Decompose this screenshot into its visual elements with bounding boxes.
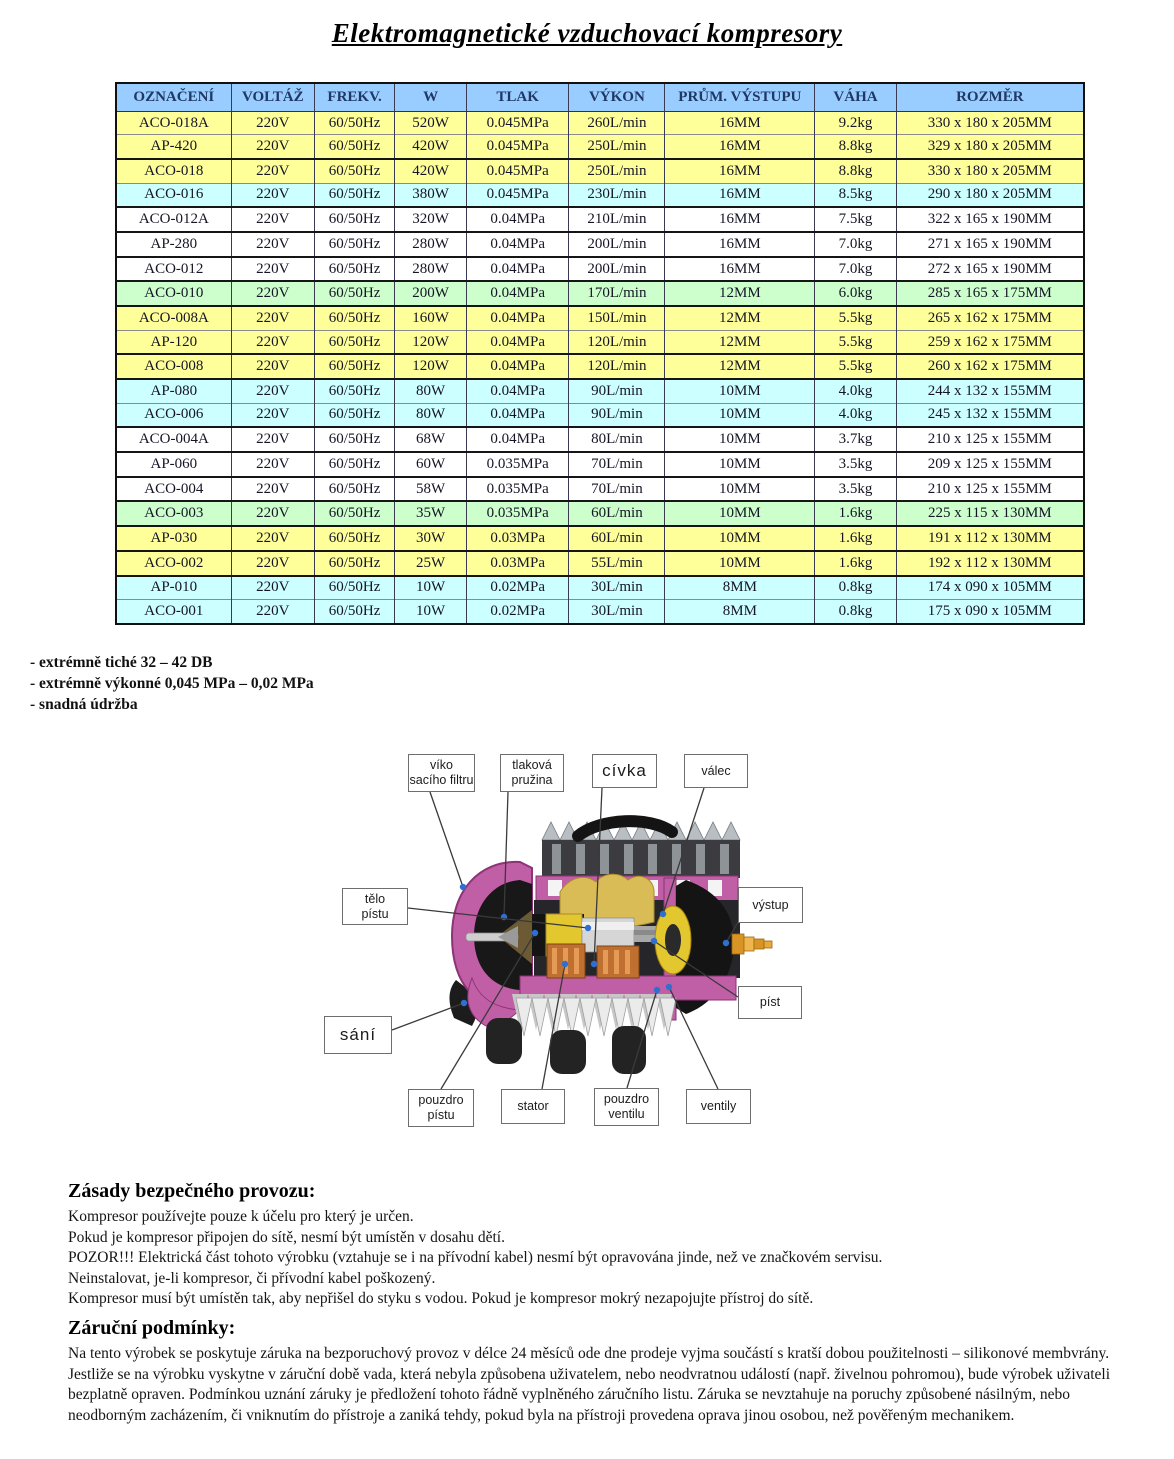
table-cell: 210 x 125 x 155MM — [896, 427, 1084, 452]
table-cell: 4.0kg — [815, 379, 896, 403]
table-cell: 0.04MPa — [466, 281, 569, 306]
table-cell: 70L/min — [569, 477, 665, 502]
table-header-row — [116, 83, 1084, 112]
table-row — [116, 427, 1084, 452]
callout-dot — [460, 884, 466, 890]
table-cell: 0.035MPa — [466, 501, 569, 526]
table-cell: 200W — [395, 281, 467, 306]
table-cell: 230L/min — [569, 183, 665, 207]
diagram-label-pouzdro-pistu — [408, 1089, 474, 1127]
table-cell: 60/50Hz — [314, 600, 394, 624]
table-cell: 290 x 180 x 205MM — [896, 183, 1084, 207]
label-text: pístu — [361, 906, 389, 921]
section-warranty — [68, 1317, 1143, 1426]
table-row — [116, 379, 1084, 403]
diagram-label-pouzdro-ventilu — [594, 1088, 659, 1126]
table-cell: 60/50Hz — [314, 281, 394, 306]
table-cell: ACO-010 — [116, 281, 231, 306]
table-cell: AP-420 — [116, 135, 231, 159]
label-text: píst — [759, 995, 781, 1010]
table-cell: 0.04MPa — [466, 354, 569, 379]
label-text: výstup — [752, 897, 789, 912]
table-cell: 1.6kg — [815, 501, 896, 526]
table-cell: 12MM — [665, 281, 815, 306]
table-cell: 209 x 125 x 155MM — [896, 452, 1084, 477]
table-cell: 10MM — [665, 379, 815, 403]
table-cell: 1.6kg — [815, 526, 896, 551]
section-heading: Záruční podmínky: — [68, 1317, 236, 1339]
table-cell: 220V — [231, 379, 314, 403]
table-cell: 220V — [231, 526, 314, 551]
diagram-label-stator — [501, 1089, 565, 1124]
table-cell: 60/50Hz — [314, 257, 394, 282]
section-heading: Zásady bezpečného provozu: — [68, 1180, 316, 1202]
table-cell: 160W — [395, 306, 467, 330]
table-cell: 10W — [395, 600, 467, 624]
column-header: W — [395, 83, 467, 112]
table-row — [116, 183, 1084, 207]
table-cell: 220V — [231, 281, 314, 306]
table-cell: 70L/min — [569, 452, 665, 477]
table-cell: 60/50Hz — [314, 232, 394, 257]
table-cell: 175 x 090 x 105MM — [896, 600, 1084, 624]
table-cell: 60/50Hz — [314, 306, 394, 330]
table-cell: 174 x 090 x 105MM — [896, 576, 1084, 600]
column-header: VÁHA — [815, 83, 896, 112]
table-cell: 0.8kg — [815, 576, 896, 600]
diagram-label-pist — [738, 986, 802, 1019]
callout-dot — [651, 938, 657, 944]
table-row — [116, 501, 1084, 526]
callout-dot — [532, 930, 538, 936]
table-cell: 16MM — [665, 183, 815, 207]
compressor-diagram — [320, 740, 900, 1140]
section-text-line: Neinstalovat, je-li kompresor, či přívodní kabel poškozený. — [68, 1269, 436, 1287]
table-row — [116, 207, 1084, 232]
table-cell: 0.04MPa — [466, 257, 569, 282]
diagram-label-tlakova-pruzina — [500, 754, 564, 792]
table-cell: 10MM — [665, 427, 815, 452]
table-cell: 12MM — [665, 306, 815, 330]
diagram-label-telo-pistu — [342, 888, 408, 925]
compressor-cutaway-image — [320, 740, 900, 1140]
table-cell: ACO-008A — [116, 306, 231, 330]
column-header: OZNAČENÍ — [116, 83, 231, 112]
diagram-label-ventily — [686, 1089, 751, 1124]
table-cell: ACO-008 — [116, 354, 231, 379]
table-cell: 60/50Hz — [314, 379, 394, 403]
table-cell: 220V — [231, 600, 314, 624]
table-cell: 9.2kg — [815, 112, 896, 135]
table-cell: 285 x 165 x 175MM — [896, 281, 1084, 306]
table-cell: 6.0kg — [815, 281, 896, 306]
table-cell: AP-120 — [116, 330, 231, 354]
table-cell: 5.5kg — [815, 306, 896, 330]
table-row — [116, 526, 1084, 551]
table-cell: 0.02MPa — [466, 600, 569, 624]
feature-item: - extrémně tiché 32 – 42 DB — [30, 654, 213, 671]
table-cell: 220V — [231, 330, 314, 354]
table-row — [116, 257, 1084, 282]
table-cell: 16MM — [665, 207, 815, 232]
table-cell: 220V — [231, 551, 314, 576]
table-cell: ACO-018 — [116, 159, 231, 183]
table-row — [116, 477, 1084, 502]
table-cell: 3.7kg — [815, 427, 896, 452]
table-cell: 0.035MPa — [466, 452, 569, 477]
table-cell: 191 x 112 x 130MM — [896, 526, 1084, 551]
feature-item: - snadná údržba — [30, 696, 138, 713]
table-cell: 220V — [231, 159, 314, 183]
table-cell: 120W — [395, 354, 467, 379]
table-cell: 3.5kg — [815, 452, 896, 477]
table-cell: 260L/min — [569, 112, 665, 135]
table-cell: 220V — [231, 354, 314, 379]
label-text: sání — [339, 1024, 377, 1044]
table-cell: 220V — [231, 576, 314, 600]
section-text-line: Kompresor musí být umístěn tak, aby nepřišel do styku s vodou. Pokud je kompresor mokrý nezapojujte přístroj do sítě. — [68, 1290, 814, 1308]
table-cell: 0.04MPa — [466, 306, 569, 330]
table-cell: AP-030 — [116, 526, 231, 551]
label-text: cívka — [602, 760, 647, 780]
table-cell: 10MM — [665, 501, 815, 526]
table-cell: 5.5kg — [815, 330, 896, 354]
table-cell: 7.0kg — [815, 232, 896, 257]
table-cell: 30W — [395, 526, 467, 551]
table-cell: 10W — [395, 576, 467, 600]
table-cell: 8.8kg — [815, 159, 896, 183]
table-cell: 5.5kg — [815, 354, 896, 379]
table-cell: 250L/min — [569, 159, 665, 183]
table-cell: ACO-004 — [116, 477, 231, 502]
table-cell: ACO-004A — [116, 427, 231, 452]
column-header: ROZMĚR — [896, 83, 1084, 112]
feature-list — [30, 652, 314, 715]
table-cell: 0.02MPa — [466, 576, 569, 600]
label-text: pístu — [427, 1108, 455, 1122]
table-cell: 192 x 112 x 130MM — [896, 551, 1084, 576]
table-row — [116, 281, 1084, 306]
callout-dot — [654, 987, 660, 993]
table-cell: AP-280 — [116, 232, 231, 257]
table-cell: 8MM — [665, 600, 815, 624]
table-cell: 210L/min — [569, 207, 665, 232]
label-text: pouzdro — [418, 1093, 464, 1108]
diagram-label-viko-saciho-filtru — [408, 754, 475, 792]
table-row — [116, 112, 1084, 135]
table-cell: 0.045MPa — [466, 135, 569, 159]
table-cell: 0.045MPa — [466, 159, 569, 183]
table-cell: 80W — [395, 379, 467, 403]
label-text: stator — [517, 1099, 549, 1114]
column-header: PRŮM. VÝSTUPU — [665, 83, 815, 112]
spec-table-container — [115, 82, 1085, 625]
leader-line — [430, 792, 463, 887]
table-cell: 220V — [231, 135, 314, 159]
table-cell: 420W — [395, 135, 467, 159]
section-text-line: POZOR!!! Elektrická část tohoto výrobku (vztahuje se i na přívodní kabel) nesmí být opravována jinde, než ve značkovém servisu. — [68, 1249, 883, 1267]
compressor-spec-table — [115, 82, 1085, 625]
table-cell: 220V — [231, 232, 314, 257]
table-cell: 220V — [231, 501, 314, 526]
table-cell: 0.035MPa — [466, 477, 569, 502]
table-cell: 265 x 162 x 175MM — [896, 306, 1084, 330]
table-cell: 322 x 165 x 190MM — [896, 207, 1084, 232]
table-cell: 60W — [395, 452, 467, 477]
table-cell: 210 x 125 x 155MM — [896, 477, 1084, 502]
table-cell: AP-080 — [116, 379, 231, 403]
table-cell: 35W — [395, 501, 467, 526]
table-cell: 244 x 132 x 155MM — [896, 379, 1084, 403]
table-cell: 120L/min — [569, 354, 665, 379]
table-cell: 30L/min — [569, 576, 665, 600]
table-cell: 30L/min — [569, 600, 665, 624]
table-cell: 220V — [231, 183, 314, 207]
table-cell: AP-010 — [116, 576, 231, 600]
table-cell: 329 x 180 x 205MM — [896, 135, 1084, 159]
table-cell: 7.5kg — [815, 207, 896, 232]
table-cell: 3.5kg — [815, 477, 896, 502]
table-cell: 225 x 115 x 130MM — [896, 501, 1084, 526]
table-row — [116, 135, 1084, 159]
table-cell: 60/50Hz — [314, 477, 394, 502]
feature-item: - extrémně výkonné 0,045 MPa – 0,02 MPa — [30, 675, 314, 692]
table-cell: 330 x 180 x 205MM — [896, 112, 1084, 135]
table-row — [116, 600, 1084, 624]
table-cell: 7.0kg — [815, 257, 896, 282]
table-cell: 10MM — [665, 551, 815, 576]
callout-dot — [591, 961, 597, 967]
table-cell: ACO-006 — [116, 403, 231, 427]
table-cell: ACO-018A — [116, 112, 231, 135]
table-row — [116, 306, 1084, 330]
table-row — [116, 452, 1084, 477]
section-text-line: Kompresor používejte pouze k účelu pro který je určen. — [68, 1208, 414, 1225]
table-row — [116, 576, 1084, 600]
table-cell: 80W — [395, 403, 467, 427]
table-cell: 0.045MPa — [466, 183, 569, 207]
table-cell: 10MM — [665, 477, 815, 502]
table-cell: 60/50Hz — [314, 427, 394, 452]
callout-dot — [461, 1000, 467, 1006]
table-cell: ACO-001 — [116, 600, 231, 624]
section-text-line: Pokud je kompresor připojen do sítě, nesmí být umístěn v dosahu dětí. — [68, 1228, 505, 1246]
label-text: tlaková — [512, 758, 552, 773]
table-cell: 16MM — [665, 257, 815, 282]
table-cell: 12MM — [665, 330, 815, 354]
table-row — [116, 354, 1084, 379]
callout-dot — [723, 940, 729, 946]
section-text-line: Na tento výrobek se poskytuje záruka na bezporuchový provoz v délce 24 měsíců ode dne prodeje vyjma součástí s kratší dobou použitelnosti – silikonové membvrány. Jestliže se na výrobku vyskytne v záruční době vada, která nebyla způsobena uživatelem, nebo neodvratnou událostí (např. živelnou pohromou), bude výrobek uživateli bezplatně opraven. Podmínkou uznání záruky je předložení tohoto řádně vyplněného záručního listu. Záruka se nevztahuje na poruchy způsobené násilným, nebo neodborným zacházením, či vniknutím do přístroje a zaniká tehdy, pokud byla na přístroji provedena oprava jinou osobou, než pověřeným mechanikem. — [68, 1345, 1111, 1424]
label-text: tělo — [364, 891, 386, 906]
table-cell: ACO-003 — [116, 501, 231, 526]
table-cell: 60/50Hz — [314, 526, 394, 551]
column-header: FREKV. — [314, 83, 394, 112]
table-cell: 0.04MPa — [466, 403, 569, 427]
table-cell: 16MM — [665, 232, 815, 257]
table-cell: 420W — [395, 159, 467, 183]
column-header: VÝKON — [569, 83, 665, 112]
label-text: pouzdro — [603, 1092, 650, 1107]
table-cell: 8.8kg — [815, 135, 896, 159]
table-cell: 0.04MPa — [466, 330, 569, 354]
table-cell: 220V — [231, 427, 314, 452]
table-cell: 1.6kg — [815, 551, 896, 576]
table-cell: 60/50Hz — [314, 501, 394, 526]
table-cell: 60/50Hz — [314, 207, 394, 232]
table-cell: 60/50Hz — [314, 354, 394, 379]
table-cell: AP-060 — [116, 452, 231, 477]
table-cell: 280W — [395, 232, 467, 257]
table-cell: 8MM — [665, 576, 815, 600]
table-cell: 272 x 165 x 190MM — [896, 257, 1084, 282]
table-cell: 245 x 132 x 155MM — [896, 403, 1084, 427]
table-cell: 250L/min — [569, 135, 665, 159]
table-cell: 16MM — [665, 112, 815, 135]
table-cell: 260 x 162 x 175MM — [896, 354, 1084, 379]
table-cell: 60/50Hz — [314, 183, 394, 207]
table-cell: 60/50Hz — [314, 576, 394, 600]
callout-dot — [660, 911, 666, 917]
table-cell: 120W — [395, 330, 467, 354]
table-cell: 259 x 162 x 175MM — [896, 330, 1084, 354]
table-cell: 60L/min — [569, 501, 665, 526]
table-cell: 0.03MPa — [466, 526, 569, 551]
table-row — [116, 159, 1084, 183]
table-cell: ACO-012 — [116, 257, 231, 282]
table-cell: 220V — [231, 306, 314, 330]
diagram-label-valec — [684, 754, 748, 788]
label-text: víko — [430, 758, 453, 773]
label-text: ventilu — [608, 1107, 645, 1121]
label-text: pružina — [511, 773, 553, 787]
table-cell: 90L/min — [569, 403, 665, 427]
table-cell: 60/50Hz — [314, 159, 394, 183]
table-cell: 12MM — [665, 354, 815, 379]
table-cell: 60/50Hz — [314, 403, 394, 427]
table-cell: 220V — [231, 112, 314, 135]
table-cell: 60/50Hz — [314, 551, 394, 576]
table-cell: 320W — [395, 207, 467, 232]
table-cell: 60/50Hz — [314, 330, 394, 354]
table-cell: 220V — [231, 207, 314, 232]
section-safety — [68, 1180, 1143, 1310]
column-header: VOLTÁŽ — [231, 83, 314, 112]
table-cell: 90L/min — [569, 379, 665, 403]
table-cell: 200L/min — [569, 257, 665, 282]
table-cell: 0.045MPa — [466, 112, 569, 135]
table-cell: 60/50Hz — [314, 135, 394, 159]
table-cell: 150L/min — [569, 306, 665, 330]
table-cell: 380W — [395, 183, 467, 207]
column-header: TLAK — [466, 83, 569, 112]
label-text: válec — [701, 763, 731, 778]
table-cell: 220V — [231, 403, 314, 427]
table-cell: 16MM — [665, 135, 815, 159]
table-cell: 8.5kg — [815, 183, 896, 207]
table-cell: 280W — [395, 257, 467, 282]
table-cell: 0.8kg — [815, 600, 896, 624]
table-cell: 0.04MPa — [466, 207, 569, 232]
table-cell: 58W — [395, 477, 467, 502]
leader-line — [392, 1003, 464, 1030]
callout-dot — [562, 961, 568, 967]
table-row — [116, 330, 1084, 354]
table-cell: 120L/min — [569, 330, 665, 354]
table-row — [116, 232, 1084, 257]
table-cell: 25W — [395, 551, 467, 576]
table-cell: 4.0kg — [815, 403, 896, 427]
table-cell: 60/50Hz — [314, 112, 394, 135]
diagram-label-vystup — [738, 887, 803, 923]
table-cell: 170L/min — [569, 281, 665, 306]
page-title: Elektromagnetické vzduchovací kompresory — [331, 18, 843, 48]
table-row — [116, 551, 1084, 576]
table-cell: 220V — [231, 257, 314, 282]
diagram-label-civka — [592, 754, 657, 788]
table-cell: 220V — [231, 452, 314, 477]
callout-dot — [666, 984, 672, 990]
table-cell: 200L/min — [569, 232, 665, 257]
table-cell: 520W — [395, 112, 467, 135]
table-cell: 10MM — [665, 452, 815, 477]
label-text: ventily — [700, 1099, 737, 1114]
table-cell: 60L/min — [569, 526, 665, 551]
table-cell: 68W — [395, 427, 467, 452]
diagram-label-sani — [324, 1016, 392, 1054]
table-cell: 0.04MPa — [466, 232, 569, 257]
table-cell: 10MM — [665, 526, 815, 551]
table-cell: ACO-012A — [116, 207, 231, 232]
table-cell: 80L/min — [569, 427, 665, 452]
table-cell: 0.03MPa — [466, 551, 569, 576]
table-cell: 0.04MPa — [466, 427, 569, 452]
table-cell: 10MM — [665, 403, 815, 427]
table-cell: 16MM — [665, 159, 815, 183]
callout-dot — [585, 925, 591, 931]
table-row — [116, 403, 1084, 427]
table-cell: 0.04MPa — [466, 379, 569, 403]
table-cell: 60/50Hz — [314, 452, 394, 477]
table-cell: 55L/min — [569, 551, 665, 576]
table-cell: 330 x 180 x 205MM — [896, 159, 1084, 183]
table-cell: 220V — [231, 477, 314, 502]
table-cell: 271 x 165 x 190MM — [896, 232, 1084, 257]
table-cell: ACO-016 — [116, 183, 231, 207]
table-cell: ACO-002 — [116, 551, 231, 576]
label-text: sacího filtru — [409, 773, 474, 787]
